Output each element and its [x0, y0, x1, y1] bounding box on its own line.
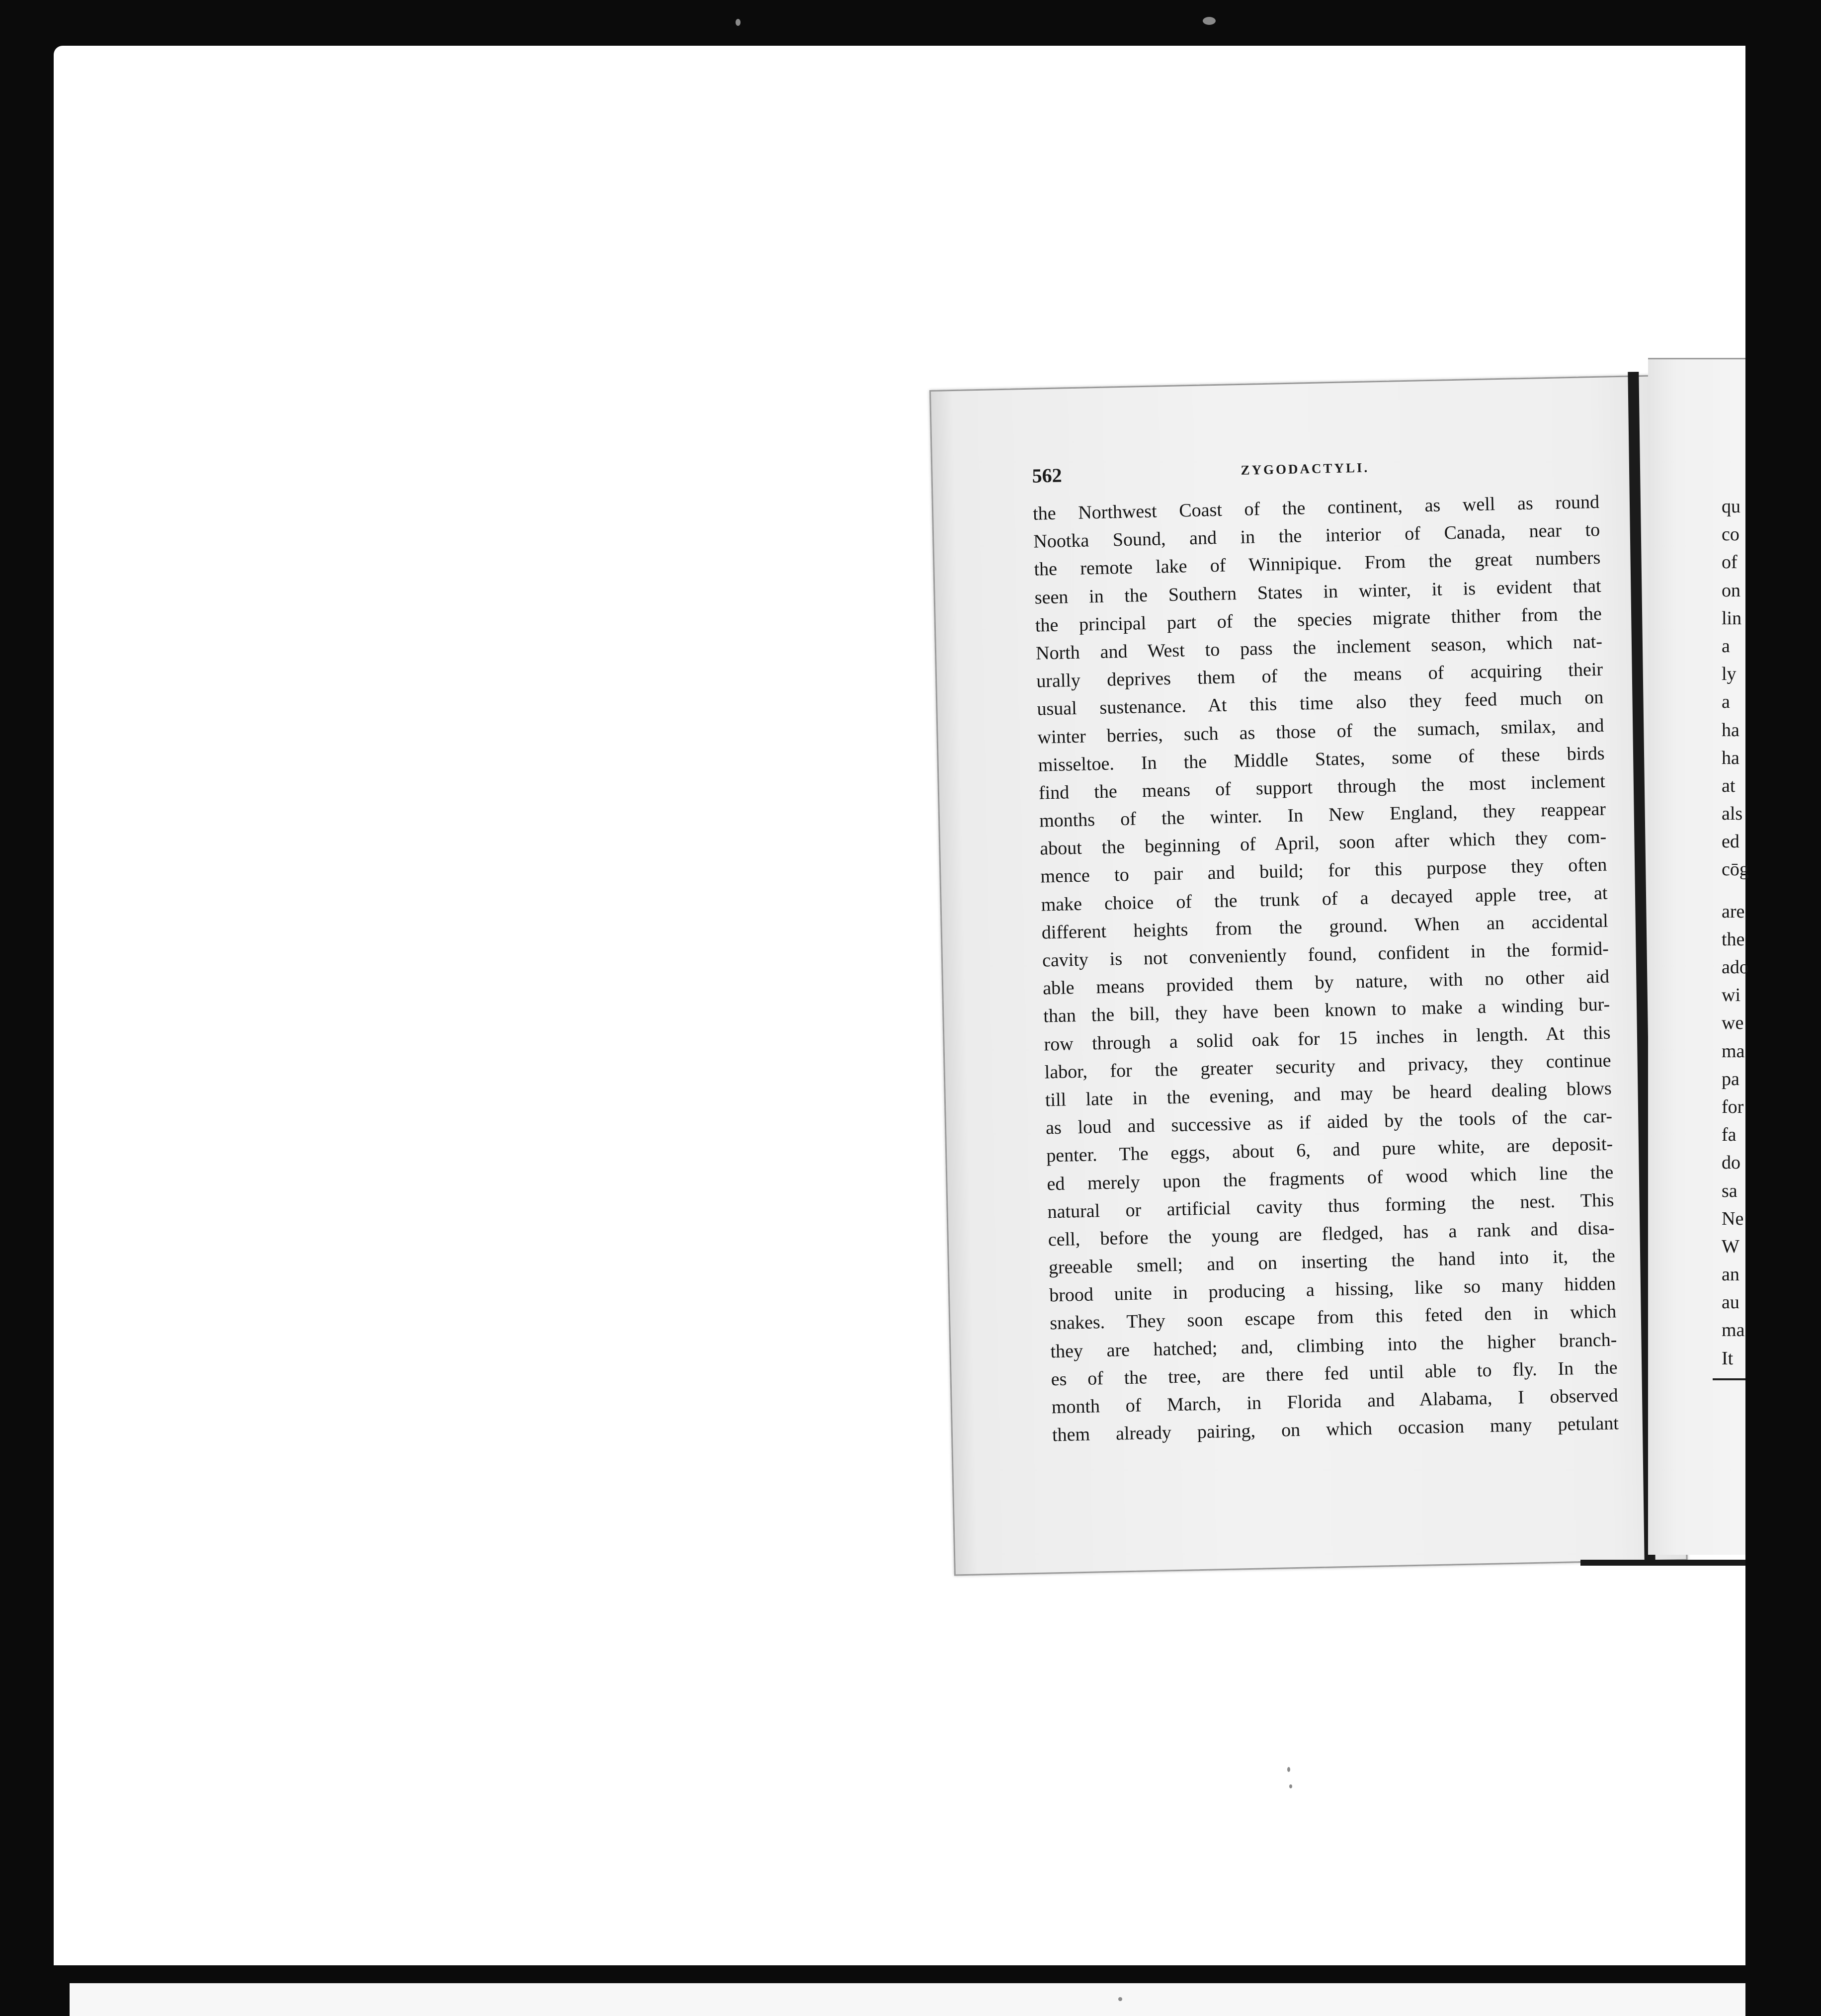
text-line: as loud and successive as if aided by the tools of the car-	[1045, 1105, 1613, 1139]
facing-line-fragment: Ne	[1722, 1208, 1744, 1229]
facing-line-fragment: at	[1722, 775, 1736, 796]
facing-line-fragment: wi	[1722, 985, 1740, 1006]
facing-line-fragment: a	[1722, 691, 1730, 713]
facing-line-fragment: an	[1722, 1264, 1739, 1285]
facing-line-fragment: pa	[1722, 1068, 1739, 1090]
text-line: able means provided them by nature, with no other aid	[1042, 966, 1610, 999]
facing-line-fragment: are	[1722, 901, 1745, 922]
text-line: Nootka Sound, and in the interior of Canada, near to	[1033, 519, 1600, 552]
text-line: the Northwest Coast of the continent, as well as round	[1032, 491, 1600, 524]
facing-line-fragment: ly	[1722, 664, 1737, 685]
text-line: make choice of the trunk of a decayed apple tree, at	[1041, 882, 1608, 916]
text-line: urally deprives them of the means of acquiring their	[1036, 659, 1603, 692]
facing-line-fragment: ha	[1722, 747, 1739, 768]
text-line: snakes. They soon escape from this feted den in which	[1049, 1301, 1617, 1334]
facing-line-fragment: fa	[1722, 1124, 1737, 1146]
text-line: row through a solid oak for 15 inches in length. At this	[1044, 1022, 1611, 1055]
text-line: penter. The eggs, about 6, and pure white, are deposit-	[1046, 1133, 1613, 1167]
text-line: seen in the Southern States in winter, it is evident that	[1034, 575, 1601, 608]
facing-line-fragment: do	[1722, 1152, 1740, 1174]
text-line: es of the tree, are there fed until able to fly. In the	[1051, 1357, 1618, 1390]
text-line: find the means of support through the most inclement	[1038, 770, 1606, 804]
running-head	[1032, 453, 1579, 494]
text-line: ed merely upon the fragments of wood which line the	[1047, 1162, 1614, 1194]
page-body-text	[1033, 488, 1619, 1449]
text-line: labor, for the greater security and privacy, they continue	[1044, 1050, 1611, 1083]
text-line: they are hatched; and, climbing into the higher branch-	[1050, 1329, 1617, 1362]
text-line: cavity is not conveniently found, confident in the formid-	[1042, 938, 1609, 971]
facing-line-fragment: ha	[1722, 719, 1739, 741]
text-line: cell, before the young are fledged, has a rank and disa-	[1048, 1217, 1615, 1251]
facing-line-fragment: of	[1722, 552, 1738, 573]
facing-line-fragment: ma	[1722, 1040, 1745, 1062]
text-line: misseltoe. In the Middle States, some of these birds	[1038, 743, 1605, 776]
book-base-edge	[1580, 1560, 1745, 1566]
text-line: different heights from the ground. When an accidental	[1041, 910, 1609, 943]
facing-line-fragment: the	[1722, 928, 1745, 950]
facing-line-fragment: on	[1722, 580, 1740, 601]
page-number: 562	[1032, 464, 1063, 487]
facing-line-fragment: ed	[1722, 831, 1739, 852]
text-line: months of the winter. In New England, they reappear	[1039, 798, 1606, 832]
section-title: ZYGODACTYLI.	[1241, 460, 1370, 478]
facing-line-fragment: ado	[1722, 957, 1749, 978]
text-line: the principal part of the species migrate thither from the	[1035, 603, 1602, 636]
facing-page-text	[1722, 493, 1821, 1372]
facing-line-fragment: ma	[1722, 1320, 1745, 1341]
facing-line-fragment: cōg	[1722, 859, 1749, 880]
text-line: than the bill, they have been known to make a winding bur-	[1043, 994, 1610, 1027]
facing-line-fragment: we	[1722, 1012, 1744, 1034]
text-line: usual sustenance. At this time also they feed much on	[1037, 687, 1604, 720]
text-line: mence to pair and build; for this purpose they often	[1040, 854, 1607, 887]
text-line: about the beginning of April, soon after which they com-	[1039, 826, 1607, 859]
facing-page	[1648, 358, 1749, 1555]
text-line: till late in the evening, and may be heard dealing blows	[1045, 1078, 1612, 1111]
paragraph-gap	[1722, 884, 1821, 898]
facing-line-fragment: au	[1722, 1292, 1739, 1313]
facing-line-fragment: sa	[1722, 1180, 1738, 1201]
facing-line-fragment: for	[1722, 1096, 1744, 1117]
text-line: natural or artificial cavity thus forming the nest. This	[1047, 1189, 1614, 1223]
text-line: month of March, in Florida and Alabama, I observed	[1051, 1385, 1619, 1418]
text-line: them already pairing, on which occasion many petulant	[1052, 1413, 1619, 1446]
text-line: winter berries, such as those of the sumach, smilax, and	[1037, 715, 1604, 748]
facing-page-rule	[1713, 1378, 1745, 1380]
text-line: North and West to pass the inclement season, which nat-	[1035, 631, 1603, 664]
facing-line-fragment: It	[1722, 1347, 1734, 1369]
left-page	[929, 375, 1688, 1576]
text-line: greeable smell; and on inserting the hand into it, the	[1048, 1245, 1616, 1278]
facing-line-fragment: als	[1722, 803, 1743, 825]
facing-line-fragment: a	[1722, 635, 1730, 657]
facing-line-fragment: lin	[1722, 607, 1742, 629]
facing-line-fragment: co	[1722, 524, 1739, 545]
text-line: the remote lake of Winnipique. From the great numbers	[1034, 547, 1601, 581]
facing-line-fragment: W	[1722, 1236, 1739, 1257]
text-line: brood unite in producing a hissing, like so many hidden	[1049, 1273, 1616, 1306]
facing-line-fragment: qu	[1722, 496, 1740, 517]
